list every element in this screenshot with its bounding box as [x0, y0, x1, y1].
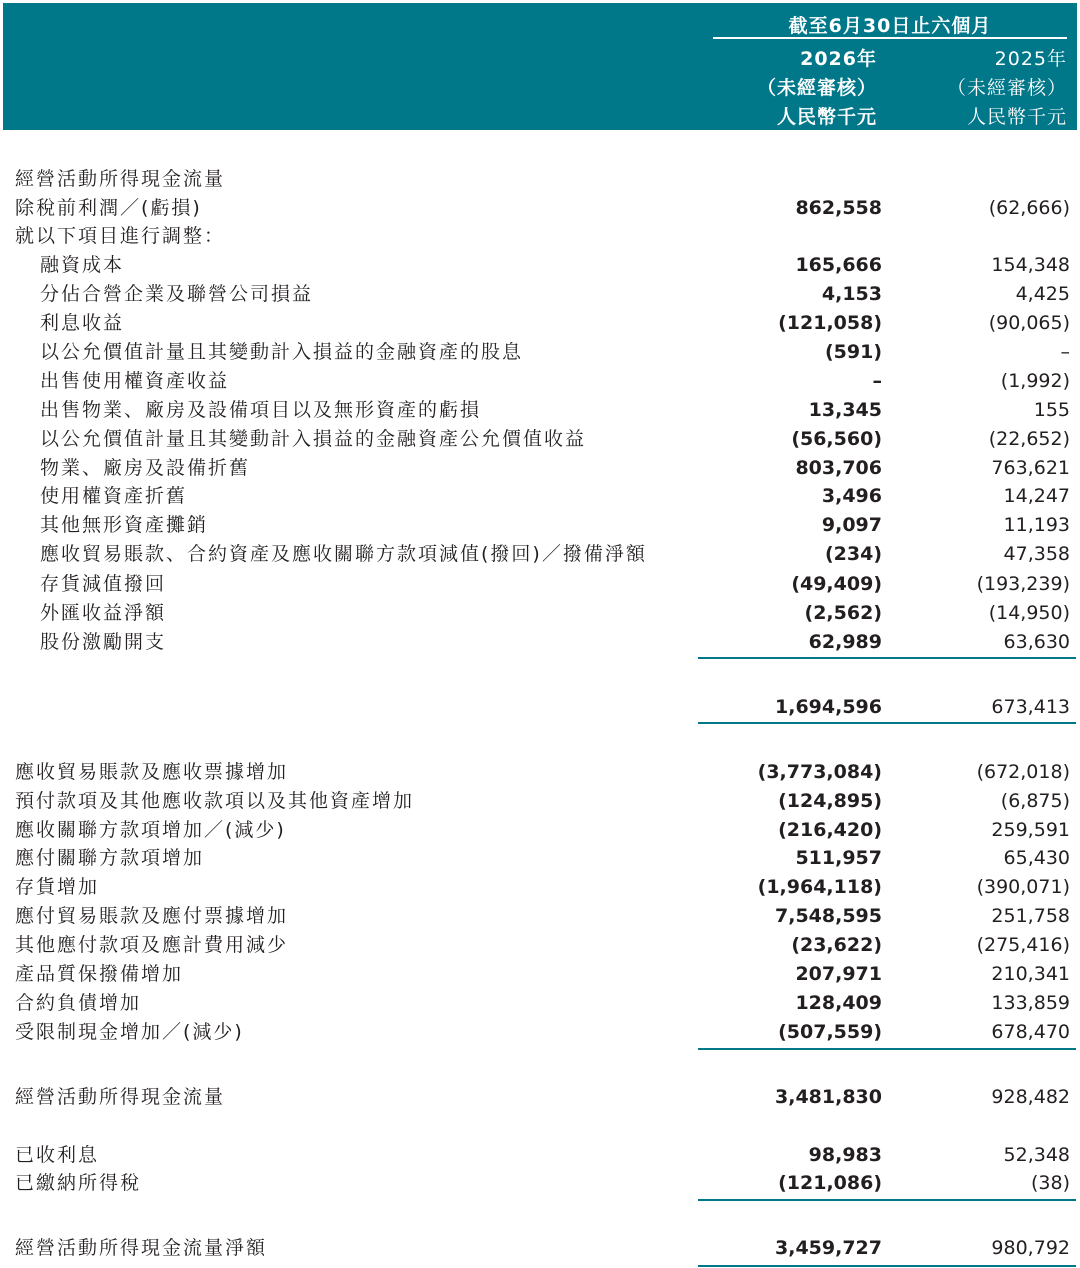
value-2026: 165,666 [795, 254, 882, 276]
row-label: 已繳納所得稅 [15, 1172, 142, 1194]
value-2026: (121,058) [778, 312, 882, 334]
table-row [0, 338, 1080, 367]
value-2025: (62,666) [988, 197, 1070, 219]
value-2026: (121,086) [778, 1172, 882, 1194]
value-2025: 47,358 [1003, 543, 1070, 565]
row-label: 受限制現金增加／(減少) [15, 1021, 244, 1043]
row-label: 除稅前利潤／(虧損) [15, 197, 202, 219]
row-label: 其他應付款項及應計費用減少 [15, 934, 289, 956]
table-row [0, 1141, 1080, 1170]
value-2026: 13,345 [808, 399, 882, 421]
column-2026-year: 2026年 [800, 48, 877, 70]
value-2026: – [872, 370, 882, 392]
table-row [0, 570, 1080, 599]
row-label: 預付款項及其他應收款項以及其他資產增加 [15, 790, 415, 812]
row-label: 應收貿易賬款、合約資產及應收關聯方款項減值(撥回)／撥備淨額 [40, 543, 647, 565]
row-label: 就以下項目進行調整： [15, 225, 226, 247]
value-2025: 210,341 [991, 963, 1070, 985]
value-2026: 98,983 [808, 1144, 882, 1166]
row-label: 融資成本 [40, 254, 125, 276]
value-2025: 928,482 [991, 1086, 1070, 1108]
row-label: 以公允價值計量且其變動計入損益的金融資產的股息 [40, 341, 524, 363]
value-2026: (23,622) [791, 934, 882, 956]
row-label: 產品質保撥備增加 [15, 963, 184, 985]
row-label: 存貨增加 [15, 876, 100, 898]
column-2025-unit: 人民幣千元 [966, 106, 1067, 128]
table-row [0, 931, 1080, 960]
table-row [0, 693, 1080, 722]
table-row [0, 758, 1080, 787]
value-2025: (90,065) [988, 312, 1070, 334]
row-label: 應收關聯方款項增加／(減少) [15, 819, 286, 841]
row-label: 以公允價值計量且其變動計入損益的金融資產公允價值收益 [40, 428, 587, 450]
table-row [0, 902, 1080, 931]
value-2026: 4,153 [821, 283, 882, 305]
value-2026: (124,895) [778, 790, 882, 812]
value-2025: 65,430 [1003, 847, 1070, 869]
table-row [0, 251, 1080, 280]
table-row [0, 165, 1080, 194]
subtotal-rule [698, 657, 1076, 659]
table-row [0, 960, 1080, 989]
subtotal-rule [698, 1048, 1076, 1050]
value-2025: (275,416) [976, 934, 1070, 956]
column-2025-audit-note: （未經審核） [946, 77, 1067, 99]
value-2026: (1,964,118) [757, 876, 882, 898]
table-row [0, 454, 1080, 483]
row-label: 經營活動所得現金流量 [15, 1086, 226, 1108]
value-2025: 251,758 [991, 905, 1070, 927]
value-2025: 4,425 [1015, 283, 1070, 305]
value-2026: (56,560) [791, 428, 882, 450]
value-2025: (14,950) [988, 602, 1070, 624]
column-2026-header [683, 45, 877, 132]
row-label: 已收利息 [15, 1144, 100, 1166]
column-2026-audit-note: （未經審核） [756, 77, 877, 99]
value-2026: 3,496 [821, 485, 882, 507]
value-2025: 155 [1033, 399, 1070, 421]
value-2026: 9,097 [821, 514, 882, 536]
table-row [0, 628, 1080, 657]
value-2026: 207,971 [795, 963, 882, 985]
table-row [0, 540, 1080, 569]
row-label: 經營活動所得現金流量 [15, 168, 226, 190]
value-2025: (390,071) [976, 876, 1070, 898]
value-2025: 133,859 [991, 992, 1070, 1014]
table-row [0, 280, 1080, 309]
table-row [0, 222, 1080, 251]
value-2025: (6,875) [1000, 790, 1070, 812]
table-row [0, 367, 1080, 396]
value-2026: (591) [824, 341, 882, 363]
value-2026: (49,409) [791, 573, 882, 595]
table-row [0, 873, 1080, 902]
table-row [0, 194, 1080, 223]
value-2026: (216,420) [778, 819, 882, 841]
table-row [0, 482, 1080, 511]
value-2026: (507,559) [778, 1021, 882, 1043]
value-2025: 14,247 [1003, 485, 1070, 507]
table-row [0, 425, 1080, 454]
value-2025: (22,652) [988, 428, 1070, 450]
table-row [0, 1018, 1080, 1047]
value-2026: (3,773,084) [757, 761, 882, 783]
table-row [0, 844, 1080, 873]
row-label: 應付關聯方款項增加 [15, 847, 205, 869]
table-row [0, 1083, 1080, 1112]
table-row [0, 599, 1080, 628]
row-label: 股份激勵開支 [40, 631, 167, 653]
value-2026: 862,558 [795, 197, 882, 219]
row-label: 使用權資產折舊 [40, 485, 188, 507]
value-2025: 763,621 [991, 457, 1070, 479]
value-2026: 3,481,830 [775, 1086, 882, 1108]
column-2025-year: 2025年 [994, 48, 1067, 70]
table-row [0, 511, 1080, 540]
value-2025: 154,348 [991, 254, 1070, 276]
header-rule [713, 37, 1067, 39]
value-2025: (672,018) [976, 761, 1070, 783]
subtotal-rule [698, 1199, 1076, 1201]
value-2026: 803,706 [795, 457, 882, 479]
value-2026: (2,562) [804, 602, 882, 624]
period-heading: 截至6月30日止六個月 [788, 15, 992, 37]
table-row [0, 1169, 1080, 1198]
value-2026: 7,548,595 [775, 905, 882, 927]
row-label: 分佔合營企業及聯營公司損益 [40, 283, 314, 305]
row-label: 經營活動所得現金流量淨額 [15, 1237, 268, 1259]
column-2025-header [883, 45, 1067, 132]
value-2026: 511,957 [795, 847, 882, 869]
value-2026: 1,694,596 [775, 696, 882, 718]
table-row [0, 309, 1080, 338]
row-label: 應付貿易賬款及應付票據增加 [15, 905, 289, 927]
value-2026: 62,989 [808, 631, 882, 653]
row-label: 出售物業、廠房及設備項目以及無形資產的虧損 [40, 399, 482, 421]
value-2026: 3,459,727 [775, 1237, 882, 1259]
row-label: 合約負債增加 [15, 992, 142, 1014]
row-label: 其他無形資產攤銷 [40, 514, 209, 536]
row-label: 應收貿易賬款及應收票據增加 [15, 761, 289, 783]
table-header-band [3, 3, 1077, 130]
table-row [0, 1234, 1080, 1263]
row-label: 外匯收益淨額 [40, 602, 167, 624]
row-label: 出售使用權資產收益 [40, 370, 230, 392]
value-2026: 128,409 [795, 992, 882, 1014]
row-label: 存貨減值撥回 [40, 573, 167, 595]
value-2025: 678,470 [991, 1021, 1070, 1043]
value-2025: 63,630 [1003, 631, 1070, 653]
total-rule [698, 1265, 1076, 1267]
row-label: 利息收益 [40, 312, 125, 334]
table-row [0, 787, 1080, 816]
subtotal-rule [698, 722, 1076, 724]
value-2025: (1,992) [1000, 370, 1070, 392]
value-2025: (193,239) [976, 573, 1070, 595]
value-2025: 673,413 [991, 696, 1070, 718]
table-row [0, 816, 1080, 845]
table-row [0, 989, 1080, 1018]
row-label: 物業、廠房及設備折舊 [40, 457, 251, 479]
value-2025: – [1060, 341, 1070, 363]
value-2025: 11,193 [1003, 514, 1070, 536]
table-row [0, 396, 1080, 425]
value-2026: (234) [824, 543, 882, 565]
value-2025: 980,792 [991, 1237, 1070, 1259]
value-2025: (38) [1030, 1172, 1070, 1194]
value-2025: 52,348 [1003, 1144, 1070, 1166]
column-2026-unit: 人民幣千元 [776, 106, 877, 128]
value-2025: 259,591 [991, 819, 1070, 841]
